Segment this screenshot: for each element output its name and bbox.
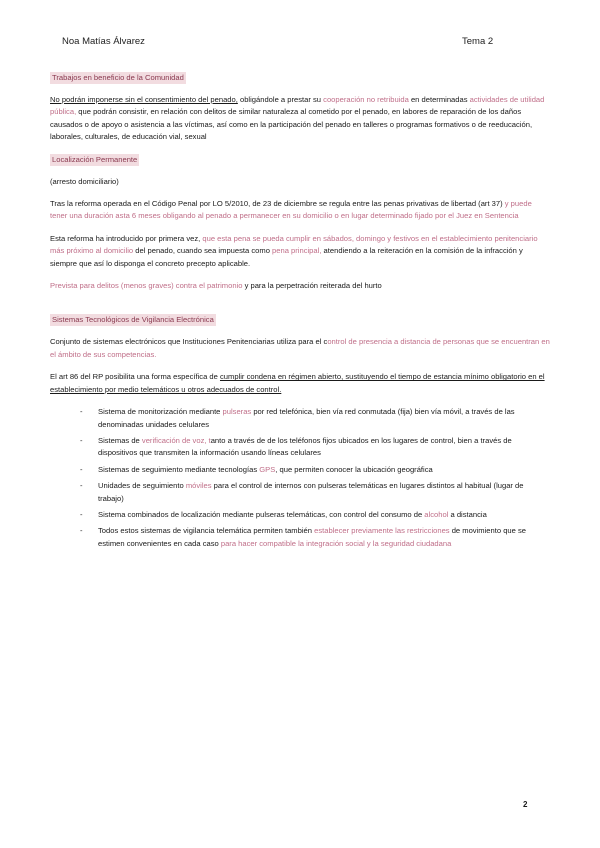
text-run: Sistema combinados de localización mediante pulseras telemáticas, con control del consumo de bbox=[98, 509, 425, 519]
page-content bbox=[50, 72, 550, 554]
paragraph-primera-vez bbox=[50, 233, 550, 270]
text-run: en determinadas bbox=[408, 95, 470, 104]
highlight-run: que esta pena se pueda cumplir en sábados, domingo y festivos en el establecimiento penitenciario más próximo al domicilio bbox=[50, 233, 538, 256]
text-run: Conjunto de sistemas electrónicos que Instituciones Penitenciarias utiliza para el c bbox=[50, 337, 328, 347]
highlight-run: GPS bbox=[259, 464, 276, 474]
list-item bbox=[98, 464, 550, 476]
highlight-run: cooperación no retribuida bbox=[323, 95, 409, 104]
paragraph-conjunto bbox=[50, 336, 550, 361]
text-run: que podrán consistir, en relación con delitos de similar naturaleza al cometido por el penado, en labores de reparación de los daños causados o de apoyo o asistencia a las víctimas, así como en la participación del penado en talleres o programas formativos o de reeducación, laborales, culturales, de educación vial, sexual bbox=[50, 107, 533, 142]
text-run: Sistemas de seguimiento mediante tecnologías bbox=[98, 464, 260, 474]
page-number: 2 bbox=[523, 800, 528, 809]
text-run: Esta reforma ha introducido por primera vez, bbox=[50, 233, 203, 243]
highlight-run: y puede tener una duración asta 6 meses obligando al penado a permanecer en su domicilio o en lugar determinado fijado por el Juez en Sentencia bbox=[50, 199, 532, 221]
highlight-run: actividades de utilidad pública, bbox=[50, 95, 545, 117]
paragraph-reforma bbox=[50, 198, 550, 223]
list-item bbox=[98, 435, 550, 460]
highlight-run: pulseras bbox=[222, 407, 252, 417]
header-author: Noa Matías Álvarez bbox=[62, 36, 145, 47]
paragraph-art86 bbox=[50, 371, 550, 396]
highlight-run: verificación de voz, t bbox=[141, 435, 211, 445]
highlight-run: pena principal, bbox=[272, 246, 322, 256]
text-run: El art 86 del RP posibilita una forma específica de bbox=[50, 372, 220, 382]
underline-run: cumplir condena en régimen abierto, sustituyendo el tiempo de estancia mínimo obligatorio en el establecimiento por medio telemáticos u otros adecuados de control. bbox=[50, 372, 545, 394]
list-item bbox=[98, 525, 550, 550]
highlight-run: Prevista para delitos (menos graves) contra el patrimonio bbox=[50, 281, 243, 291]
text-run: , que permiten conocer la ubicación geográfica bbox=[275, 464, 433, 474]
text-run: para el control de internos con pulseras telemáticas en lugares distintos al habitual (lugar de trabajo) bbox=[98, 481, 524, 503]
highlight-run: para hacer compatible la integración social y la seguridad ciudadana bbox=[220, 538, 452, 548]
text-run: del penado, cuando sea impuesta como bbox=[133, 246, 273, 256]
text-run: Unidades de seguimiento bbox=[98, 481, 186, 491]
text-run: atendiendo a la reiteración en la comisión de la infracción y siempre que así lo disponga el concreto precepto aplicable. bbox=[50, 246, 523, 268]
header-topic: Tema 2 bbox=[462, 36, 494, 47]
list-item bbox=[98, 509, 550, 521]
highlight-run: móviles bbox=[185, 481, 212, 491]
paragraph-trabajos bbox=[50, 94, 550, 144]
list-item bbox=[98, 480, 550, 505]
spacer bbox=[50, 302, 550, 314]
highlight-run: alcohol bbox=[424, 509, 449, 519]
text-run: de movimiento que se estimen convenientes en cada caso bbox=[98, 526, 526, 548]
paragraph-arresto: (arresto domiciliario) bbox=[50, 176, 119, 186]
text-run: Todos estos sistemas de vigilancia telemática permiten también bbox=[98, 526, 315, 536]
text-run: a distancia bbox=[448, 509, 487, 519]
paragraph-prevista bbox=[50, 280, 550, 292]
highlight-run: ontrol de presencia a distancia de personas que se encuentran en el ámbito de sus competencias. bbox=[50, 337, 550, 359]
text-run: No podrán imponerse sin el consentimiento del penado, bbox=[50, 95, 238, 104]
text-run: por red telefónica, bien vía red conmutada (fija) bien vía móvil, a través de las denominadas unidades celulares bbox=[98, 407, 515, 429]
text-run: Tras la reforma operada en el Código Penal por LO 5/2010, de 23 de diciembre se regula entre las penas privativas de libertad (art 37) bbox=[50, 199, 505, 209]
text-run: Sistemas de bbox=[98, 435, 142, 445]
section-title-trabajos: Trabajos en beneficio de la Comunidad bbox=[52, 73, 184, 82]
text-run: obligándole a prestar su bbox=[237, 95, 324, 104]
text-run: y para la perpetración reiterada del hurto bbox=[242, 281, 382, 291]
systems-list bbox=[50, 406, 550, 550]
section-title-sistemas: Sistemas Tecnológicos de Vigilancia Electrónica bbox=[52, 315, 214, 325]
list-item bbox=[98, 406, 550, 431]
highlight-run: establecer previamente las restricciones bbox=[314, 526, 450, 536]
text-run: anto a través de de los teléfonos fijos ubicados en los lugares de control, bien a través de dispositivos que transmiten la información usando líneas celulares bbox=[98, 435, 512, 458]
text-run: Sistema de monitorización mediante bbox=[98, 407, 223, 417]
section-title-localizacion: Localización Permanente bbox=[52, 154, 138, 164]
